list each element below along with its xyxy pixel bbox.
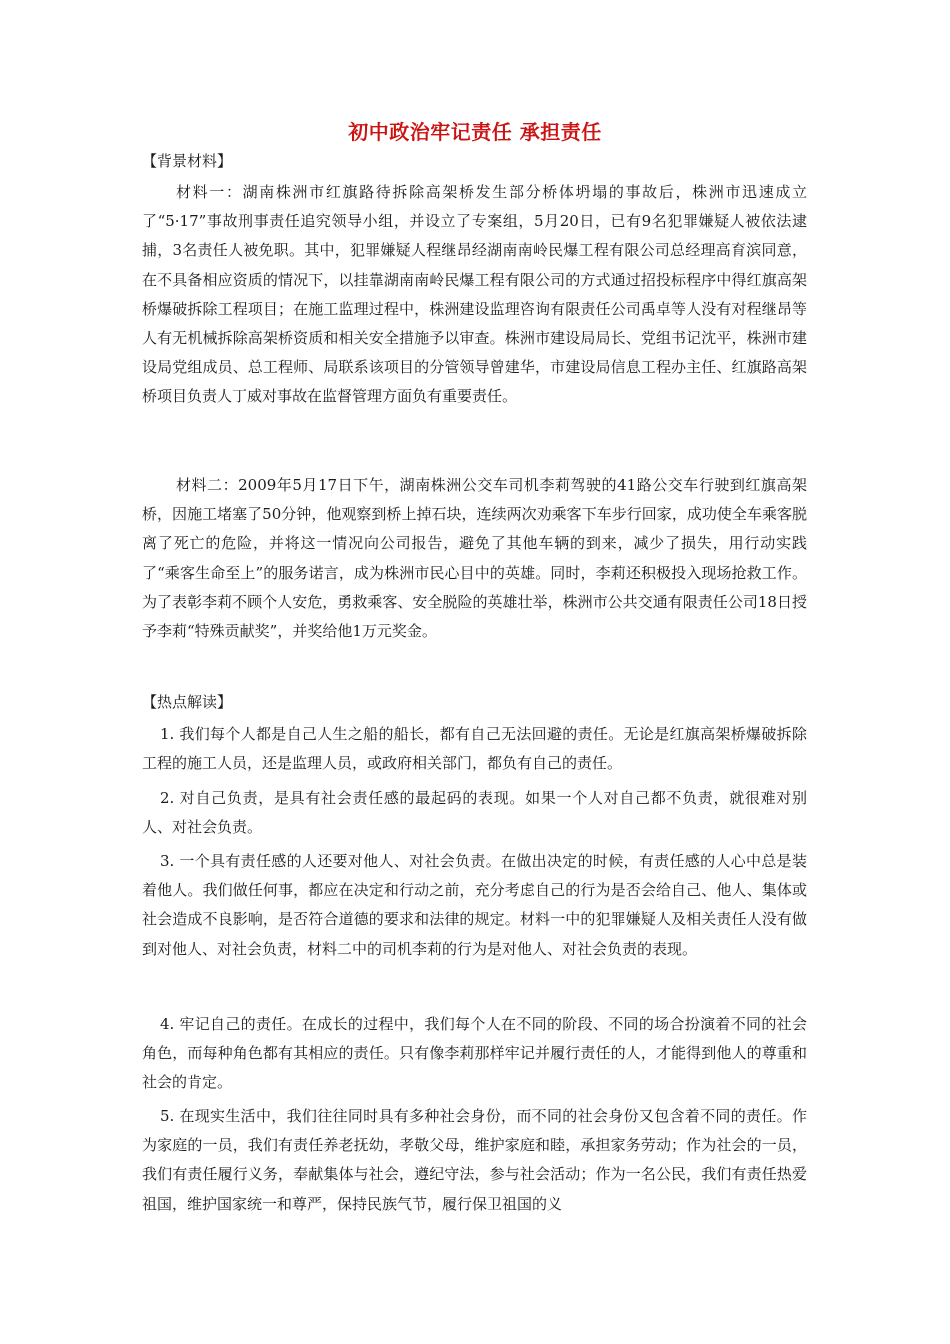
section-heading-interpretation: 【热点解读】 — [142, 693, 233, 711]
material-one-paragraph: 材料一：湖南株洲市红旗路待拆除高架桥发生部分桥体坍塌的事故后，株洲市迅速成立了“5·17”事故刑事责任追究领导小组，并设立了专案组，5月20日，已有9名犯罪嫌疑人被依法逮捕，3名责任人被免职。其中，犯罪嫌疑人程继昂经湖南南岭民爆工程有限公司总经理高育滨同意，在不具备相应资质的情况下，以挂靠湖南南岭民爆工程有限公司的方式通过招投标程序中得红旗高架桥爆破拆除工程项目；在施工监理过程中，株洲建设监理咨询有限责任公司禹卓等人没有对程继昂等人有无机械拆除高架桥资质和相关安全措施予以审查。株洲市建设局局长、党组书记沈平，株洲市建设局党组成员、总工程师、局联系该项目的分管领导曾建华，市建设局信息工程办主任、红旗路高架桥项目负责人丁威对事故在监督管理方面负有重要责任。 — [142, 183, 807, 406]
material-two-paragraph: 材料二：2009年5月17日下午，湖南株洲公交车司机李莉驾驶的41路公交车行驶到红旗高架桥，因施工堵塞了50分钟，他观察到桥上掉石块，连续两次劝乘客下车步行回家，成功使全车乘客脱离了死亡的危险，并将这一情况向公司报告，避免了其他车辆的到来，减少了损失，用行动实践了“乘客生命至上”的服务诺言，成为株洲市民心目中的英雄。同时，李莉还积极投入现场抢救工作。为了表彰李莉不顾个人安危，勇救乘客、安全脱险的英雄壮举，株洲市公共交通有限责任公司18日授予李莉“特殊贡献奖”，并奖给他1万元奖金。 — [142, 476, 807, 641]
point-4-paragraph: 4. 牢记自己的责任。在成长的过程中，我们每个人在不同的阶段、不同的场合扮演着不同的社会角色，而每种角色都有其相应的责任。只有像李莉那样牢记并履行责任的人，才能得到他人的尊重和社会的肯定。 — [142, 1015, 807, 1092]
point-3-paragraph: 3. 一个具有责任感的人还要对他人、对社会负责。在做出决定的时候，有责任感的人心中总是装着他人。我们做任何事，都应在决定和行动之前，充分考虑自己的行为是否会给自己、他人、集体或社会造成不良影响，是否符合道德的要求和法律的规定。材料一中的犯罪嫌疑人及相关责任人没有做到对他人、对社会负责，材料二中的司机李莉的行为是对他人、对社会负责的表现。 — [142, 852, 807, 958]
section-heading-background: 【背景材料】 — [142, 152, 233, 170]
document-title: 初中政治牢记责任 承担责任 — [348, 120, 602, 144]
point-5-paragraph: 5. 在现实生活中，我们往往同时具有多种社会身份，而不同的社会身份又包含着不同的责任。作为家庭的一员，我们有责任养老抚幼，孝敬父母，维护家庭和睦，承担家务劳动；作为社会的一员，我们有责任履行义务，奉献集体与社会，遵纪守法，参与社会活动；作为一名公民，我们有责任热爱祖国，维护国家统一和尊严，保持民族气节，履行保卫祖国的义 — [142, 1107, 807, 1213]
point-2-paragraph: 2. 对自己负责，是具有社会责任感的最起码的表现。如果一个人对自己都不负责，就很难对别人、对社会负责。 — [142, 789, 807, 837]
point-1-paragraph: 1. 我们每个人都是自己人生之船的船长，都有自己无法回避的责任。无论是红旗高架桥爆破拆除工程的施工人员，还是监理人员，或政府相关部门，都负有自己的责任。 — [142, 725, 807, 773]
